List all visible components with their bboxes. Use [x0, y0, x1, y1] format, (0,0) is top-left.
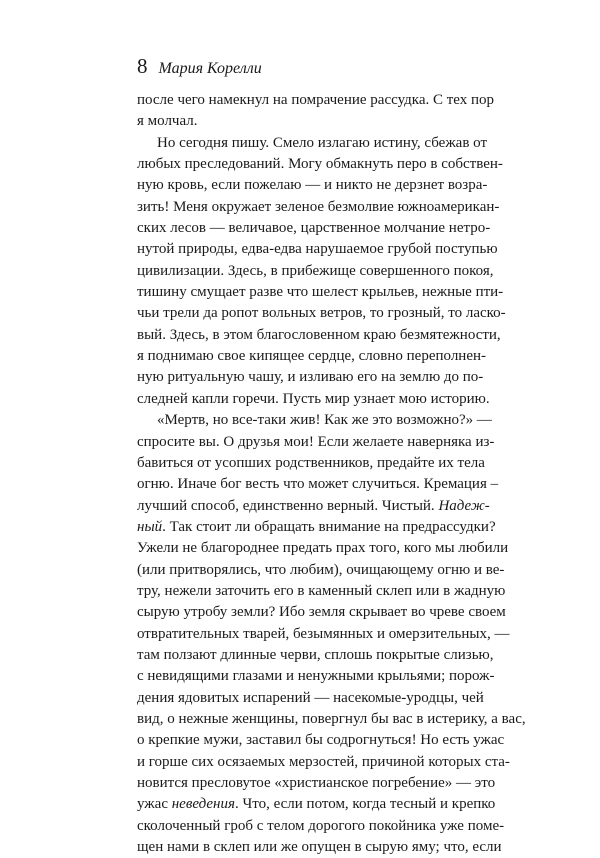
text-run: . Так стоит ли обращать внимание на предрассудки?	[162, 518, 496, 535]
text-line	[137, 496, 490, 517]
italic-run: неведения	[171, 796, 235, 813]
text-line	[137, 517, 496, 538]
text-line: Ужели не благороднее предать прах того, кого мы любили	[137, 540, 509, 557]
text-run: лучший способ, единственно верный. Чистый.	[137, 497, 439, 514]
text-line: ную кровь, если пожелаю — и никто не дерзнет возра-	[137, 177, 488, 194]
text-line: там ползают длинные черви, сплошь покрытые слизью,	[137, 646, 494, 663]
text-line: вид, о нежные женщины, повергнул бы вас в истерику, а вас,	[137, 710, 526, 727]
text-line: и горше сих осязаемых мерзостей, причиной которых ста-	[137, 753, 510, 770]
page-header	[137, 54, 262, 79]
text-line: цивилизации. Здесь, в прибежище совершенного покоя,	[137, 262, 494, 279]
text-line: огню. Иначе бог весть что может случиться. Кремация –	[137, 476, 499, 493]
text-line	[137, 794, 496, 815]
text-line: тишину смущает разве что шелест крыльев, нежные пти-	[137, 284, 504, 301]
text-line: щен нами в склеп или же опущен в сырую яму; что, если	[137, 839, 502, 856]
text-run: ужас	[137, 796, 172, 813]
text-line: «Мертв, но все-таки жив! Как же это возможно?» —	[157, 412, 492, 429]
text-line: тру, нежели заточить его в каменный склеп или в жадную	[137, 582, 506, 599]
text-line: я молчал.	[137, 113, 198, 130]
text-line: Но сегодня пишу. Смело излагаю истину, сбежав от	[157, 134, 488, 151]
text-line: следней капли горечи. Пусть мир узнает мою историю.	[137, 390, 490, 407]
body-text	[137, 90, 526, 858]
text-line: ских лесов — величавое, царственное молчание нетро-	[137, 220, 491, 237]
text-line: после чего намекнул на помрачение рассудка. С тех пор	[137, 92, 495, 108]
text-line: чьи трели да ропот вольных ветров, то грозный, то ласко-	[137, 305, 506, 322]
italic-run: Надеж-	[438, 497, 490, 514]
text-line: о крепкие мужи, заставил бы содрогнуться! Но есть ужас	[137, 732, 505, 749]
text-line: новится пресловутое «христианское погребение» — это	[137, 775, 496, 791]
text-line: отвратительных тварей, безымянных и омерзительных, —	[137, 625, 510, 642]
text-line: сырую утробу земли? Ибо земля скрывает во чреве своем	[137, 604, 506, 621]
page-number: 8	[137, 54, 148, 78]
text-line: сколоченный гроб с телом дорогого покойника уже поме-	[137, 817, 505, 834]
text-line: ную ритуальную чашу, и изливаю его на землю до по-	[137, 369, 484, 386]
text-line: спросите вы. О друзья мои! Если желаете наверняка из-	[137, 433, 495, 450]
text-line: (или притворялись, что любим), очищающему огню и ве-	[137, 561, 505, 578]
running-title: Мария Корелли	[158, 60, 262, 77]
text-run: . Что, если потом, когда тесный и крепко	[234, 796, 496, 813]
text-line: любых преследований. Могу обмакнуть перо в собствен-	[137, 156, 503, 173]
text-line: зить! Меня окружает зеленое безмолвие южноамерикан-	[137, 198, 500, 215]
text-line: нутой природы, едва-едва нарушаемое грубой поступью	[137, 241, 498, 258]
text-line: с невидящими глазами и ненужными крыльями; порож-	[137, 668, 495, 685]
text-line: бавиться от усопших родственников, предайте их тела	[137, 454, 485, 471]
italic-run: ный	[137, 518, 163, 535]
text-line: дения ядовитых испарений — насекомые-уродцы, чей	[137, 689, 484, 706]
text-line: я поднимаю свое кипящее сердце, словно переполнен-	[137, 348, 487, 365]
text-line: вый. Здесь, в этом благословенном краю безмятежности,	[137, 326, 501, 343]
